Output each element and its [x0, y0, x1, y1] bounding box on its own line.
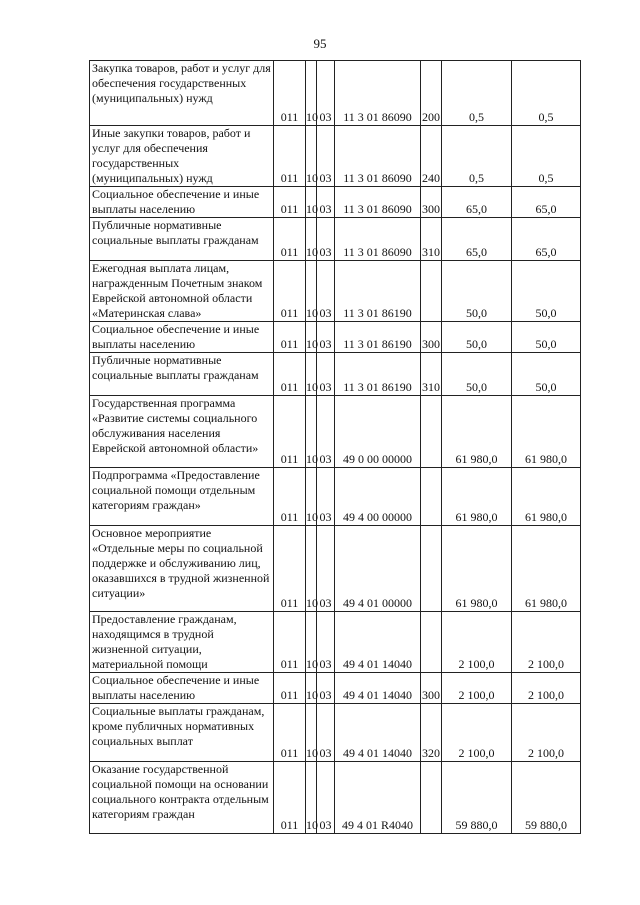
- amount-year1-cell: 50,0: [442, 322, 512, 353]
- item-name-cell: [90, 218, 274, 261]
- target-article-code-cell: 49 4 00 00000: [335, 468, 421, 526]
- section-code-cell: 10: [306, 762, 317, 834]
- subsection-code-cell: 03: [317, 396, 335, 468]
- section-code-cell: 10: [306, 61, 317, 126]
- amount-year2-cell: 2 100,0: [512, 612, 581, 673]
- target-article-code-cell: 49 4 01 14040: [335, 704, 421, 762]
- amount-year1-cell: 61 980,0: [442, 396, 512, 468]
- subsection-code-cell: 03: [317, 704, 335, 762]
- table-row: [90, 762, 581, 834]
- grbs-code-cell: 011: [274, 762, 306, 834]
- target-article-code-cell: 11 3 01 86190: [335, 353, 421, 396]
- subsection-code-cell: 03: [317, 322, 335, 353]
- table-row: [90, 322, 581, 353]
- grbs-code-cell: 011: [274, 187, 306, 218]
- amount-year2-cell: 2 100,0: [512, 673, 581, 704]
- table-row: [90, 396, 581, 468]
- section-code-cell: 10: [306, 187, 317, 218]
- target-article-code-cell: 49 4 01 R4040: [335, 762, 421, 834]
- item-name-text: Публичные нормативные социальные выплаты гражданам: [92, 353, 259, 382]
- item-name-text: Социальные выплаты гражданам, кроме публичных нормативных социальных выплат: [92, 704, 265, 748]
- subsection-code-cell: 03: [317, 468, 335, 526]
- item-name-text: Оказание государственной социальной помощи на основании социального контракта отдельным категориям граждан: [92, 762, 269, 821]
- amount-year1-cell: 59 880,0: [442, 762, 512, 834]
- expense-type-code-cell: [421, 261, 442, 322]
- item-name-text: Государственная программа «Развитие системы социального обслуживания населения Еврейской автономной области»: [92, 396, 259, 455]
- item-name-text: Социальное обеспечение и иные выплаты населению: [92, 322, 260, 351]
- target-article-code-cell: 11 3 01 86090: [335, 218, 421, 261]
- budget-table: [89, 60, 581, 834]
- subsection-code-cell: 03: [317, 218, 335, 261]
- section-code-cell: 10: [306, 673, 317, 704]
- amount-year2-cell: 50,0: [512, 261, 581, 322]
- expense-type-code-cell: 300: [421, 322, 442, 353]
- item-name-text: Ежегодная выплата лицам, награжденным Почетным знаком Еврейской автономной области «Материнская слава»: [92, 261, 263, 320]
- table-row: [90, 61, 581, 126]
- amount-year2-cell: 61 980,0: [512, 396, 581, 468]
- item-name-cell: [90, 187, 274, 218]
- grbs-code-cell: 011: [274, 322, 306, 353]
- table-row: [90, 218, 581, 261]
- expense-type-code-cell: 300: [421, 187, 442, 218]
- table-row: [90, 612, 581, 673]
- grbs-code-cell: 011: [274, 673, 306, 704]
- section-code-cell: 10: [306, 322, 317, 353]
- amount-year1-cell: 61 980,0: [442, 526, 512, 612]
- table-row: [90, 187, 581, 218]
- amount-year2-cell: 0,5: [512, 126, 581, 187]
- item-name-cell: [90, 612, 274, 673]
- section-code-cell: 10: [306, 353, 317, 396]
- amount-year1-cell: 65,0: [442, 218, 512, 261]
- item-name-text: Социальное обеспечение и иные выплаты населению: [92, 673, 260, 702]
- target-article-code-cell: 49 4 01 14040: [335, 673, 421, 704]
- target-article-code-cell: 11 3 01 86090: [335, 126, 421, 187]
- item-name-cell: [90, 468, 274, 526]
- table-row: [90, 704, 581, 762]
- section-code-cell: 10: [306, 612, 317, 673]
- expense-type-code-cell: 200: [421, 61, 442, 126]
- expense-type-code-cell: 300: [421, 673, 442, 704]
- grbs-code-cell: 011: [274, 261, 306, 322]
- table-row: [90, 468, 581, 526]
- target-article-code-cell: 11 3 01 86090: [335, 187, 421, 218]
- subsection-code-cell: 03: [317, 353, 335, 396]
- grbs-code-cell: 011: [274, 61, 306, 126]
- item-name-cell: [90, 126, 274, 187]
- amount-year2-cell: 0,5: [512, 61, 581, 126]
- subsection-code-cell: 03: [317, 673, 335, 704]
- table-row: [90, 673, 581, 704]
- expense-type-code-cell: 320: [421, 704, 442, 762]
- grbs-code-cell: 011: [274, 218, 306, 261]
- expense-type-code-cell: [421, 762, 442, 834]
- amount-year2-cell: 50,0: [512, 353, 581, 396]
- item-name-text: Основное мероприятие «Отдельные меры по социальной поддержке и обслуживанию лиц, оказавшихся в трудной жизненной ситуации»: [92, 526, 270, 600]
- expense-type-code-cell: [421, 526, 442, 612]
- amount-year1-cell: 0,5: [442, 126, 512, 187]
- item-name-cell: [90, 396, 274, 468]
- amount-year2-cell: 2 100,0: [512, 704, 581, 762]
- item-name-cell: [90, 261, 274, 322]
- item-name-text: Социальное обеспечение и иные выплаты населению: [92, 187, 260, 216]
- grbs-code-cell: 011: [274, 704, 306, 762]
- expense-type-code-cell: [421, 468, 442, 526]
- item-name-cell: [90, 322, 274, 353]
- target-article-code-cell: 49 0 00 00000: [335, 396, 421, 468]
- target-article-code-cell: 49 4 01 14040: [335, 612, 421, 673]
- expense-type-code-cell: 310: [421, 353, 442, 396]
- grbs-code-cell: 011: [274, 353, 306, 396]
- item-name-cell: [90, 673, 274, 704]
- subsection-code-cell: 03: [317, 126, 335, 187]
- expense-type-code-cell: [421, 396, 442, 468]
- item-name-cell: [90, 762, 274, 834]
- section-code-cell: 10: [306, 218, 317, 261]
- subsection-code-cell: 03: [317, 526, 335, 612]
- item-name-text: Предоставление гражданам, находящимся в трудной жизненной ситуации, материальной помощи: [92, 612, 237, 671]
- grbs-code-cell: 011: [274, 126, 306, 187]
- page-number: 95: [313, 36, 327, 51]
- expense-type-code-cell: 310: [421, 218, 442, 261]
- amount-year1-cell: 50,0: [442, 261, 512, 322]
- amount-year2-cell: 59 880,0: [512, 762, 581, 834]
- amount-year1-cell: 61 980,0: [442, 468, 512, 526]
- item-name-cell: [90, 353, 274, 396]
- amount-year2-cell: 65,0: [512, 187, 581, 218]
- amount-year1-cell: 2 100,0: [442, 704, 512, 762]
- section-code-cell: 10: [306, 396, 317, 468]
- table-row: [90, 126, 581, 187]
- grbs-code-cell: 011: [274, 526, 306, 612]
- subsection-code-cell: 03: [317, 762, 335, 834]
- grbs-code-cell: 011: [274, 468, 306, 526]
- expense-type-code-cell: 240: [421, 126, 442, 187]
- amount-year2-cell: 50,0: [512, 322, 581, 353]
- amount-year2-cell: 65,0: [512, 218, 581, 261]
- amount-year1-cell: 50,0: [442, 353, 512, 396]
- section-code-cell: 10: [306, 261, 317, 322]
- target-article-code-cell: 11 3 01 86190: [335, 322, 421, 353]
- amount-year2-cell: 61 980,0: [512, 526, 581, 612]
- item-name-cell: [90, 61, 274, 126]
- subsection-code-cell: 03: [317, 187, 335, 218]
- item-name-text: Иные закупки товаров, работ и услуг для обеспечения государственных (муниципальных) нужд: [92, 126, 251, 185]
- item-name-text: Публичные нормативные социальные выплаты гражданам: [92, 218, 259, 247]
- target-article-code-cell: 49 4 01 00000: [335, 526, 421, 612]
- table-row: [90, 353, 581, 396]
- amount-year1-cell: 2 100,0: [442, 673, 512, 704]
- section-code-cell: 10: [306, 126, 317, 187]
- amount-year1-cell: 0,5: [442, 61, 512, 126]
- target-article-code-cell: 11 3 01 86190: [335, 261, 421, 322]
- item-name-cell: [90, 704, 274, 762]
- subsection-code-cell: 03: [317, 612, 335, 673]
- section-code-cell: 10: [306, 468, 317, 526]
- item-name-text: Подпрограмма «Предоставление социальной помощи отдельным категориям граждан»: [92, 468, 260, 512]
- section-code-cell: 10: [306, 526, 317, 612]
- expense-type-code-cell: [421, 612, 442, 673]
- subsection-code-cell: 03: [317, 61, 335, 126]
- table-body: [90, 61, 581, 834]
- subsection-code-cell: 03: [317, 261, 335, 322]
- item-name-cell: [90, 526, 274, 612]
- target-article-code-cell: 11 3 01 86090: [335, 61, 421, 126]
- amount-year2-cell: 61 980,0: [512, 468, 581, 526]
- grbs-code-cell: 011: [274, 396, 306, 468]
- section-code-cell: 10: [306, 704, 317, 762]
- table-row: [90, 526, 581, 612]
- item-name-text: Закупка товаров, работ и услуг для обеспечения государственных (муниципальных) нужд: [92, 61, 271, 105]
- grbs-code-cell: 011: [274, 612, 306, 673]
- amount-year1-cell: 2 100,0: [442, 612, 512, 673]
- amount-year1-cell: 65,0: [442, 187, 512, 218]
- table-row: [90, 261, 581, 322]
